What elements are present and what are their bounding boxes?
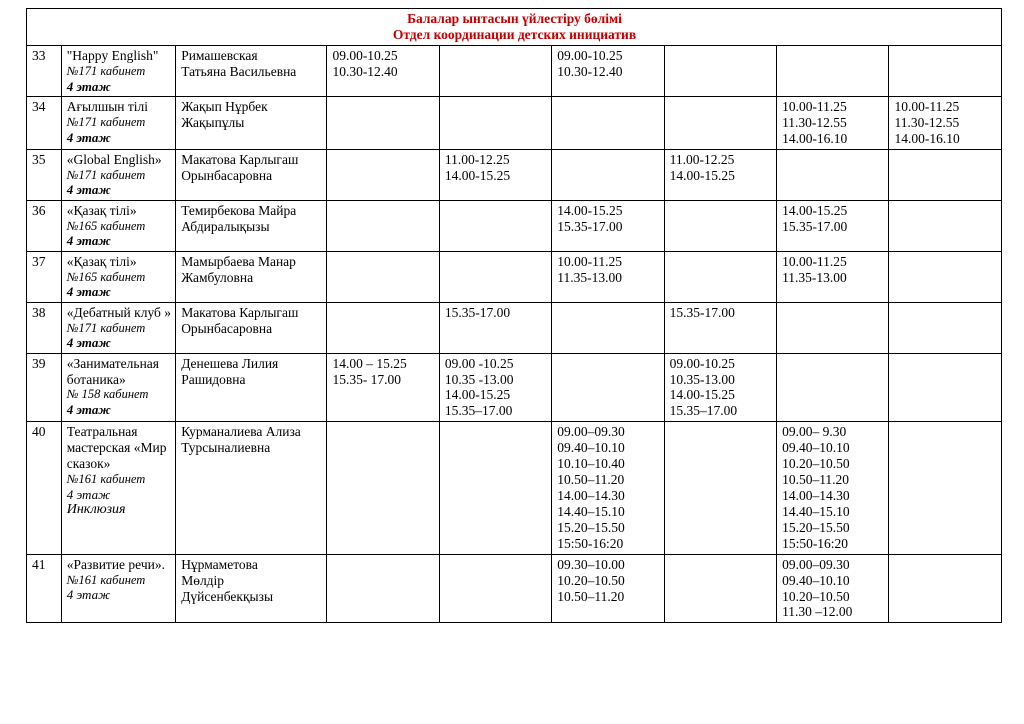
teacher-line: Мамырбаева Манар xyxy=(181,253,296,269)
department-title-ru: Отдел координации детских инициатив xyxy=(392,26,637,42)
schedule-cell-day-2 xyxy=(439,422,551,554)
table-row xyxy=(27,554,1002,623)
row-number: 41 xyxy=(27,554,62,623)
time-slot: 09.30–10.00 xyxy=(557,556,625,572)
time-slot: 14.40–15.10 xyxy=(782,503,850,519)
schedule-table xyxy=(26,8,1002,623)
teacher-line: Мөлдір xyxy=(181,572,225,588)
time-slot: 15.35-17.00 xyxy=(557,218,623,234)
time-slot: 09.40–10.10 xyxy=(557,440,625,456)
teacher-line: Темирбекова Майра xyxy=(181,202,297,218)
time-slot: 10.00-11.25 xyxy=(782,253,847,269)
schedule-cell-day-3 xyxy=(552,96,664,149)
schedule-cell-day-2 xyxy=(439,353,551,422)
schedule-cell-day-1 xyxy=(327,554,439,623)
club-room: №171 кабинет xyxy=(66,63,146,78)
time-slot: 14.00-15.25 xyxy=(444,387,511,403)
schedule-cell-day-4 xyxy=(664,302,776,353)
schedule-cell-day-2 xyxy=(439,149,551,200)
club-floor: 4 этаж xyxy=(66,129,111,145)
schedule-cell-day-3 xyxy=(552,353,664,422)
row-number: 40 xyxy=(27,422,62,554)
time-slot: 09.00-10.25 xyxy=(332,47,398,63)
schedule-cell-day-4 xyxy=(664,149,776,200)
time-slot: 11.30 –12.00 xyxy=(782,604,853,620)
time-slot: 14.00–14.30 xyxy=(557,487,625,503)
club-floor: 4 этаж xyxy=(66,182,111,198)
time-slot: 14.00-15.25 xyxy=(782,202,848,218)
teacher-line: Римашевская xyxy=(181,47,258,63)
time-slot: 09.40–10.10 xyxy=(782,572,850,588)
table-row xyxy=(27,422,1002,554)
schedule-cell-day-3 xyxy=(552,149,664,200)
teacher-cell xyxy=(176,422,327,554)
club-room: № 158 кабинет xyxy=(66,387,149,402)
schedule-cell-day-5 xyxy=(777,422,889,554)
time-slot: 11.00-12.25 xyxy=(669,151,735,167)
time-slot: 14.00-15.25 xyxy=(444,167,511,183)
club-name: "Happy English" xyxy=(66,47,159,63)
time-slot: 10.10–10.40 xyxy=(557,456,625,472)
time-slot: 10.30-12.40 xyxy=(557,63,623,79)
schedule-cell-day-2 xyxy=(439,45,551,96)
schedule-cell-day-1 xyxy=(327,422,439,554)
schedule-cell-day-6 xyxy=(889,353,1002,422)
schedule-cell-day-2 xyxy=(439,96,551,149)
row-number: 39 xyxy=(27,353,62,422)
schedule-cell-day-5 xyxy=(777,200,889,251)
teacher-cell xyxy=(176,353,327,422)
row-number: 33 xyxy=(27,45,62,96)
club-name-cell xyxy=(61,200,175,251)
teacher-cell xyxy=(176,302,327,353)
club-room: №165 кабинет xyxy=(66,218,146,233)
time-slot: 10.35 -13.00 xyxy=(444,371,514,387)
schedule-cell-day-5 xyxy=(777,149,889,200)
club-room: №171 кабинет xyxy=(66,320,146,335)
schedule-cell-day-3 xyxy=(552,251,664,302)
club-name-cell xyxy=(61,251,175,302)
schedule-cell-day-6 xyxy=(889,45,1002,96)
club-name: «Global English» xyxy=(66,151,162,167)
time-slot: 10.30-12.40 xyxy=(332,63,398,79)
teacher-line: Рашидовна xyxy=(181,371,246,387)
time-slot: 15.35–17.00 xyxy=(444,403,513,419)
teacher-cell xyxy=(176,200,327,251)
club-floor: 4 этаж xyxy=(66,233,111,249)
time-slot: 14.00-16.10 xyxy=(782,130,848,146)
club-name-cell xyxy=(61,422,175,554)
time-slot: 10.50–11.20 xyxy=(557,588,625,604)
time-slot: 15.35-17.00 xyxy=(669,304,735,320)
time-slot: 10.20–10.50 xyxy=(782,588,850,604)
schedule-cell-day-4 xyxy=(664,251,776,302)
schedule-cell-day-2 xyxy=(439,554,551,623)
club-name-cell xyxy=(61,353,175,422)
table-row xyxy=(27,45,1002,96)
time-slot: 09.00–09.30 xyxy=(557,424,625,440)
time-slot: 11.35-13.00 xyxy=(782,269,847,285)
table-title-row xyxy=(27,9,1002,46)
club-floor: 4 этаж xyxy=(66,78,111,94)
club-name-cell xyxy=(61,96,175,149)
schedule-cell-day-4 xyxy=(664,45,776,96)
teacher-cell xyxy=(176,251,327,302)
schedule-cell-day-3 xyxy=(552,200,664,251)
teacher-line: Денешева Лилия xyxy=(181,355,279,371)
schedule-cell-day-5 xyxy=(777,251,889,302)
schedule-cell-day-1 xyxy=(327,149,439,200)
table-row xyxy=(27,353,1002,422)
club-floor: 4 этаж xyxy=(66,402,111,418)
time-slot: 11.30-12.55 xyxy=(894,114,960,130)
time-slot: 14.00–14.30 xyxy=(782,487,850,503)
schedule-cell-day-2 xyxy=(439,251,551,302)
time-slot: 10.00-11.25 xyxy=(894,98,960,114)
teacher-line: Дүйсенбекқызы xyxy=(181,588,274,604)
schedule-cell-day-3 xyxy=(552,422,664,554)
time-slot: 10.20–10.50 xyxy=(557,572,625,588)
schedule-cell-day-1 xyxy=(327,45,439,96)
club-room: №161 кабинет xyxy=(66,472,146,487)
club-name: «Развитие речи». xyxy=(66,556,165,572)
row-number: 37 xyxy=(27,251,62,302)
time-slot: 14.00-15.25 xyxy=(669,387,735,403)
schedule-cell-day-6 xyxy=(889,96,1002,149)
time-slot: 10.00-11.25 xyxy=(782,98,847,114)
teacher-line: Орынбасаровна xyxy=(181,167,273,183)
time-slot: 11.30-12.55 xyxy=(782,114,847,130)
schedule-cell-day-3 xyxy=(552,554,664,623)
row-number: 34 xyxy=(27,96,62,149)
club-room: №171 кабинет xyxy=(66,167,146,182)
schedule-cell-day-6 xyxy=(889,251,1002,302)
club-extra-label: Инклюзия xyxy=(66,502,126,518)
time-slot: 15.35- 17.00 xyxy=(332,371,402,387)
club-floor: 4 этаж xyxy=(66,335,111,351)
time-slot: 14.00-16.10 xyxy=(894,130,960,146)
schedule-cell-day-2 xyxy=(439,200,551,251)
club-room: №171 кабинет xyxy=(66,114,146,129)
schedule-cell-day-6 xyxy=(889,149,1002,200)
schedule-cell-day-3 xyxy=(552,302,664,353)
time-slot: 15.35–17.00 xyxy=(669,403,738,419)
time-slot: 15.20–15.50 xyxy=(782,519,850,535)
time-slot: 10.00-11.25 xyxy=(557,253,622,269)
schedule-cell-day-3 xyxy=(552,45,664,96)
table-row xyxy=(27,149,1002,200)
schedule-cell-day-2 xyxy=(439,302,551,353)
club-name: «Занимательная ботаника» xyxy=(66,355,159,387)
schedule-cell-day-1 xyxy=(327,96,439,149)
schedule-cell-day-4 xyxy=(664,200,776,251)
club-floor: 4 этаж xyxy=(66,587,111,603)
teacher-line: Жақыпұлы xyxy=(181,114,245,130)
teacher-line: Макатова Карлыгаш xyxy=(181,151,299,167)
schedule-cell-day-1 xyxy=(327,251,439,302)
time-slot: 11.00-12.25 xyxy=(444,151,510,167)
club-name: «Дебатный клуб » xyxy=(66,304,172,320)
schedule-cell-day-6 xyxy=(889,554,1002,623)
time-slot: 15.20–15.50 xyxy=(557,519,625,535)
time-slot: 15.35-17.00 xyxy=(782,218,848,234)
teacher-line: Жамбуловна xyxy=(181,269,254,285)
schedule-cell-day-5 xyxy=(777,554,889,623)
club-name-cell xyxy=(61,149,175,200)
time-slot: 14.40–15.10 xyxy=(557,503,625,519)
department-title xyxy=(27,9,1002,46)
time-slot: 15:50-16:20 xyxy=(557,535,624,551)
time-slot: 11.35-13.00 xyxy=(557,269,622,285)
time-slot: 14.00 – 15.25 xyxy=(332,355,407,371)
time-slot: 14.00-15.25 xyxy=(669,167,735,183)
row-number: 38 xyxy=(27,302,62,353)
club-room: №161 кабинет xyxy=(66,572,146,587)
row-number: 36 xyxy=(27,200,62,251)
club-name-cell xyxy=(61,302,175,353)
club-name: Театральная мастерская «Мир сказок» xyxy=(66,424,167,472)
club-name: «Қазақ тілі» xyxy=(66,202,137,218)
time-slot: 09.00–09.30 xyxy=(782,556,850,572)
schedule-cell-day-5 xyxy=(777,353,889,422)
time-slot: 10.20–10.50 xyxy=(782,456,850,472)
club-name-cell xyxy=(61,554,175,623)
teacher-cell xyxy=(176,96,327,149)
schedule-cell-day-4 xyxy=(664,422,776,554)
schedule-cell-day-1 xyxy=(327,353,439,422)
table-row xyxy=(27,251,1002,302)
schedule-cell-day-6 xyxy=(889,200,1002,251)
table-row xyxy=(27,96,1002,149)
table-row xyxy=(27,302,1002,353)
schedule-cell-day-5 xyxy=(777,45,889,96)
time-slot: 09.00– 9.30 xyxy=(782,424,847,440)
table-row xyxy=(27,200,1002,251)
schedule-cell-day-6 xyxy=(889,302,1002,353)
time-slot: 09.00-10.25 xyxy=(557,47,623,63)
schedule-cell-day-4 xyxy=(664,96,776,149)
time-slot: 09.00-10.25 xyxy=(669,355,735,371)
teacher-line: Татьяна Васильевна xyxy=(181,63,297,79)
time-slot: 10.35-13.00 xyxy=(669,371,735,387)
teacher-cell xyxy=(176,45,327,96)
teacher-line: Макатова Карлыгаш xyxy=(181,304,299,320)
club-floor: 4 этаж xyxy=(66,486,111,502)
schedule-body xyxy=(27,9,1002,623)
club-room: №165 кабинет xyxy=(66,269,146,284)
time-slot: 15.35-17.00 xyxy=(444,304,511,320)
schedule-cell-day-4 xyxy=(664,353,776,422)
department-title-kk: Балалар ынтасын үйлестіру бөлімі xyxy=(407,11,622,26)
teacher-line: Нұрмаметова xyxy=(181,556,258,572)
teacher-line: Орынбасаровна xyxy=(181,320,273,336)
teacher-line: Турсыналиевна xyxy=(181,440,271,456)
teacher-line: Курманалиева Ализа xyxy=(181,424,301,440)
schedule-cell-day-1 xyxy=(327,302,439,353)
schedule-cell-day-5 xyxy=(777,302,889,353)
time-slot: 09.00 -10.25 xyxy=(444,355,514,371)
teacher-line: Жақып Нұрбек xyxy=(181,98,268,114)
schedule-cell-day-5 xyxy=(777,96,889,149)
teacher-cell xyxy=(176,554,327,623)
schedule-cell-day-1 xyxy=(327,200,439,251)
teacher-cell xyxy=(176,149,327,200)
schedule-cell-day-6 xyxy=(889,422,1002,554)
club-floor: 4 этаж xyxy=(66,284,111,300)
club-name-cell xyxy=(61,45,175,96)
club-name: Ағылшын тілі xyxy=(66,98,149,114)
row-number: 35 xyxy=(27,149,62,200)
time-slot: 10.50–11.20 xyxy=(557,472,625,488)
time-slot: 15:50-16:20 xyxy=(782,535,849,551)
time-slot: 14.00-15.25 xyxy=(557,202,623,218)
time-slot: 10.50–11.20 xyxy=(782,472,850,488)
club-name: «Қазақ тілі» xyxy=(66,253,137,269)
teacher-line: Абдиралықызы xyxy=(181,218,270,234)
time-slot: 09.40–10.10 xyxy=(782,440,850,456)
schedule-cell-day-4 xyxy=(664,554,776,623)
